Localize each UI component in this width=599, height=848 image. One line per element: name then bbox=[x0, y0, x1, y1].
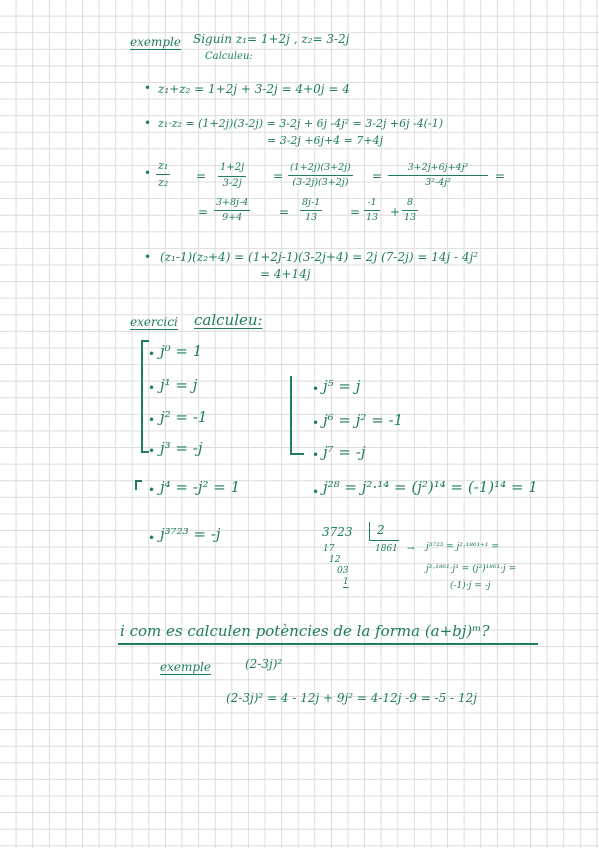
fraction-bar bbox=[214, 210, 250, 211]
division-bar-vertical bbox=[369, 522, 370, 540]
example-label: exemple bbox=[130, 35, 181, 49]
division-step: 03 bbox=[337, 566, 349, 576]
fraction bbox=[402, 198, 418, 223]
division-bar-horizontal bbox=[369, 540, 399, 541]
power-j3723: j³⁷²³ = -j bbox=[160, 525, 221, 543]
arrow-icon: → bbox=[407, 544, 415, 554]
power-j7: j⁷ = -j bbox=[323, 443, 366, 461]
fraction-bar bbox=[402, 210, 418, 211]
plus-sign: + bbox=[390, 205, 401, 219]
product-line-1: z₁·z₂ = (1+2j)(3-2j) = 3-2j + 6j -4j² = 3-2j +6j -4(-1) bbox=[158, 117, 443, 130]
denominator: 9+4 bbox=[222, 211, 243, 223]
fraction bbox=[288, 163, 353, 188]
denominator: 3-2j bbox=[222, 177, 242, 189]
section-title: i com es calculen potències de la forma (a+bj)ᵐ? bbox=[120, 622, 490, 640]
division-step: 17 bbox=[323, 544, 335, 554]
bullet: • bbox=[148, 413, 156, 427]
example-label: exemple bbox=[160, 660, 211, 674]
bracket-corner bbox=[135, 480, 137, 490]
bullet: • bbox=[148, 347, 156, 361]
numerator: z₁ bbox=[158, 159, 169, 172]
bullet: • bbox=[148, 531, 156, 545]
bullet: • bbox=[144, 116, 152, 130]
bracket-left-top bbox=[141, 340, 149, 342]
power-j28: j²⁸ = j²·¹⁴ = (j²)¹⁴ = (-1)¹⁴ = 1 bbox=[323, 478, 538, 496]
division-quotient: 1861 bbox=[375, 544, 398, 554]
fraction-bar bbox=[388, 175, 488, 176]
bullet: • bbox=[148, 483, 156, 497]
numerator: 8 bbox=[407, 197, 414, 208]
rhs-line-3: (-1)·j = -j bbox=[450, 581, 491, 591]
equals-sign: = bbox=[350, 205, 361, 219]
numerator: -1 bbox=[367, 197, 377, 208]
fraction-bar bbox=[218, 176, 246, 177]
fraction bbox=[300, 198, 322, 223]
division-divisor: 2 bbox=[377, 523, 385, 537]
denominator: 3²-4j² bbox=[425, 176, 451, 188]
equals-sign: = bbox=[279, 205, 290, 219]
numerator: 8j-1 bbox=[302, 197, 321, 208]
fraction-bar bbox=[300, 210, 322, 211]
numerator: 3+8j-4 bbox=[216, 197, 249, 208]
denominator: 13 bbox=[366, 211, 379, 223]
fraction-bar bbox=[364, 210, 380, 211]
equals-sign: = bbox=[198, 205, 209, 219]
exercise-title: calculeu: bbox=[194, 311, 263, 329]
bullet: • bbox=[312, 416, 320, 430]
fraction bbox=[364, 198, 380, 223]
bullet: • bbox=[148, 381, 156, 395]
division-step: 12 bbox=[329, 555, 341, 565]
calc-label: Calculeu: bbox=[205, 51, 253, 62]
division-remainder: 1 bbox=[343, 577, 349, 587]
example-expression: (2-3j)² bbox=[245, 657, 283, 671]
bullet: • bbox=[312, 485, 320, 499]
bracket-corner-top bbox=[135, 480, 142, 482]
fraction-bar bbox=[156, 174, 170, 175]
division-dividend: 3723 bbox=[322, 525, 353, 539]
product-line-2: = 3-2j +6j+4 = 7+4j bbox=[267, 134, 384, 147]
bullet: • bbox=[312, 448, 320, 462]
sum-line: z₁+z₂ = 1+2j + 3-2j = 4+0j = 4 bbox=[158, 82, 350, 96]
equals-sign: = bbox=[372, 169, 383, 183]
fraction-bar bbox=[288, 175, 353, 176]
numerator: 1+2j bbox=[220, 162, 245, 173]
denominator: 13 bbox=[305, 211, 318, 223]
bracket-left bbox=[141, 340, 143, 452]
fraction bbox=[214, 198, 250, 223]
power-j1: j¹ = j bbox=[160, 376, 198, 394]
denominator: 13 bbox=[404, 211, 417, 223]
rhs-line-1: j³⁷²³ = j²·¹⁸⁶¹⁺¹ = bbox=[426, 542, 499, 552]
section-title-underline bbox=[118, 643, 538, 645]
denominator: z₂ bbox=[158, 175, 169, 189]
rhs-line-2: j²·¹⁸⁶¹·j¹ = (j²)¹⁸⁶¹·j = bbox=[426, 564, 517, 574]
fraction bbox=[388, 163, 488, 188]
last-product-line-1: (z₁-1)(z₂+4) = (1+2j-1)(3-2j+4) = 2j (7-2j) = 14j - 4j² bbox=[160, 250, 479, 264]
last-product-line-2: = 4+14j bbox=[260, 267, 311, 281]
bracket-right bbox=[290, 376, 292, 454]
power-j4: j⁴ = -j² = 1 bbox=[160, 478, 241, 496]
power-j3: j³ = -j bbox=[160, 439, 203, 457]
equals-sign: = bbox=[196, 169, 207, 183]
bullet: • bbox=[144, 166, 152, 180]
numerator: (1+2j)(3+2j) bbox=[290, 162, 351, 173]
exercise-label: exercici bbox=[130, 315, 178, 329]
fraction-z1-over-z2 bbox=[156, 160, 170, 188]
fraction bbox=[218, 163, 246, 189]
bullet: • bbox=[312, 382, 320, 396]
example-result: (2-3j)² = 4 - 12j + 9j² = 4-12j -9 = -5 - 12j bbox=[226, 691, 477, 705]
bullet: • bbox=[144, 250, 152, 264]
numerator: 3+2j+6j+4j² bbox=[407, 162, 469, 173]
power-j2: j² = -1 bbox=[160, 408, 208, 426]
power-j5: j⁵ = j bbox=[323, 377, 361, 395]
bullet: • bbox=[148, 444, 156, 458]
power-j0: j⁰ = 1 bbox=[160, 342, 203, 360]
equals-sign: = bbox=[273, 169, 284, 183]
example-intro: Siguin z₁= 1+2j , z₂= 3-2j bbox=[193, 32, 350, 46]
denominator: (3-2j)(3+2j) bbox=[292, 176, 349, 188]
power-j6: j⁶ = j² = -1 bbox=[323, 411, 404, 429]
equals-sign: = bbox=[495, 169, 506, 183]
bullet: • bbox=[144, 81, 152, 95]
bracket-right-bottom bbox=[290, 453, 304, 455]
